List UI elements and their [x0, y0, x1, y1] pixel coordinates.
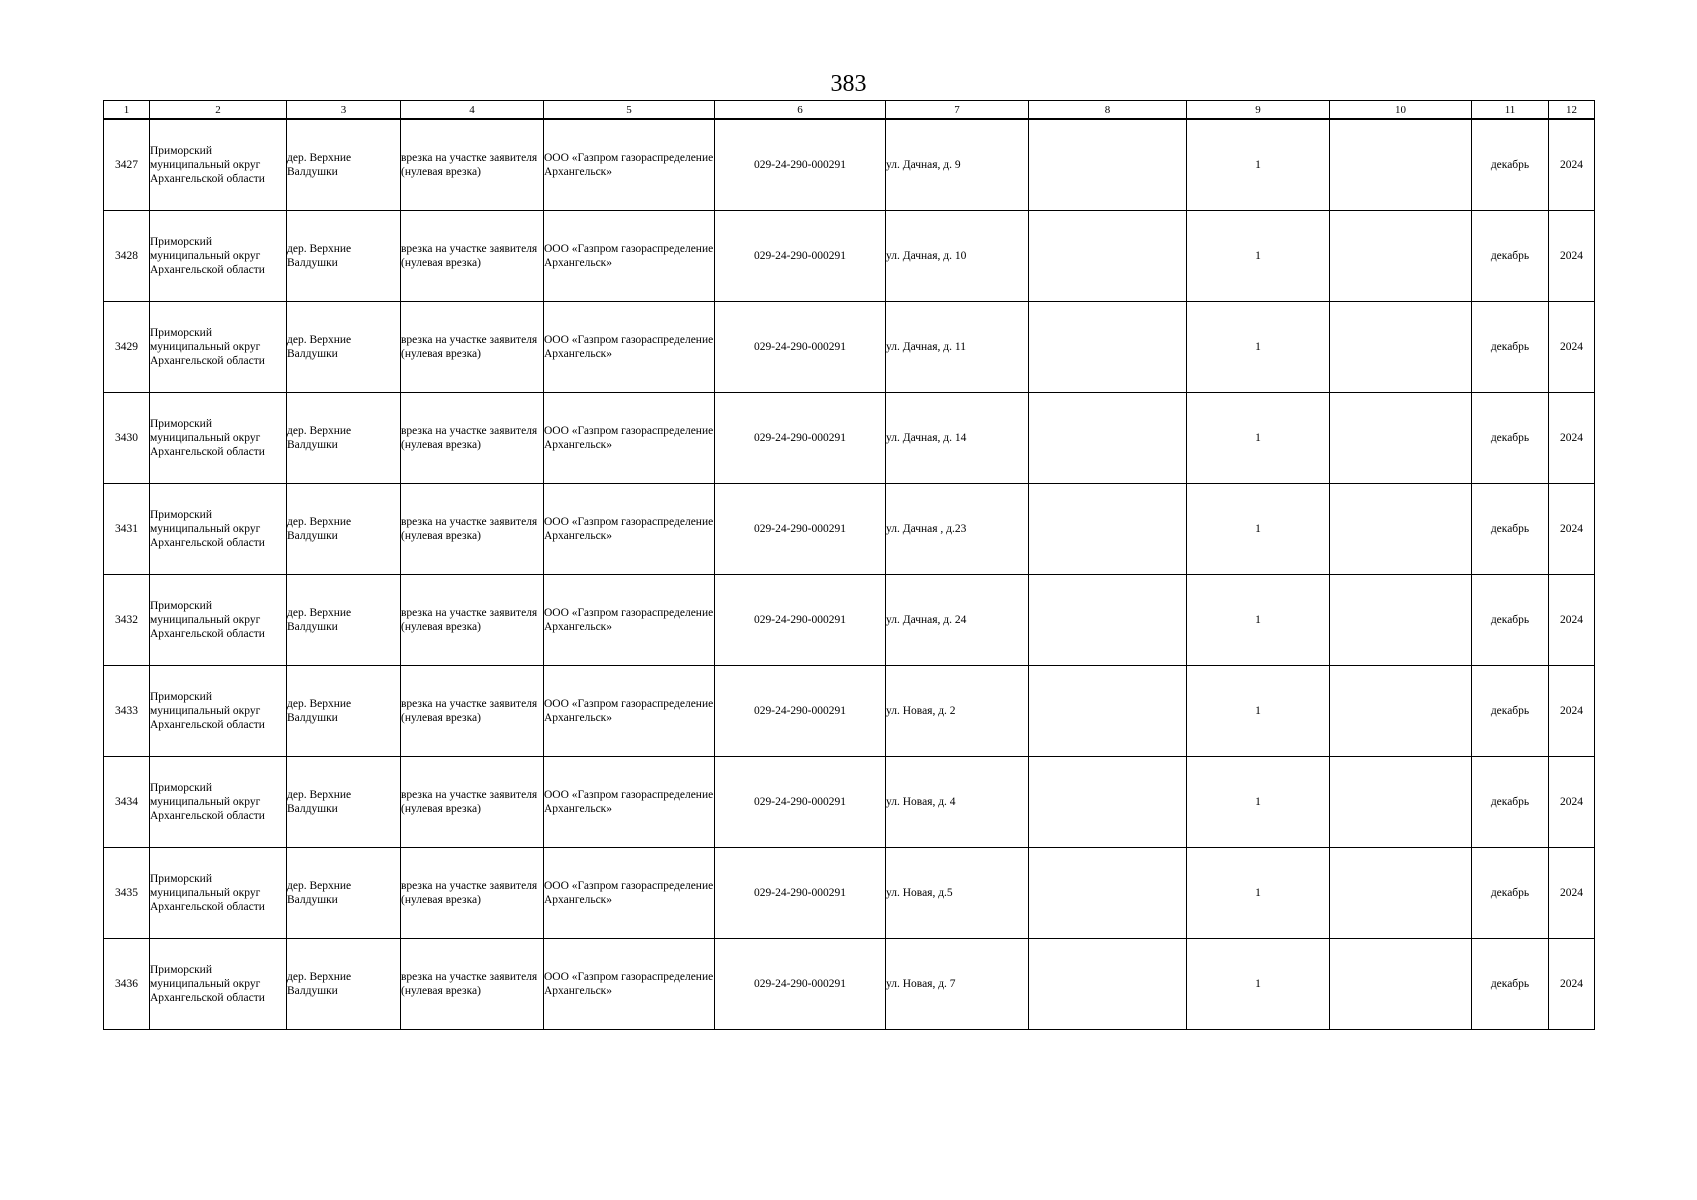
cell-row-number: 3436	[104, 938, 150, 1029]
cell-quantity: 1	[1187, 756, 1330, 847]
cell-connection-type: врезка на участке заявителя (нулевая врезка)	[401, 938, 544, 1029]
header-row	[104, 101, 1595, 120]
cell-municipality: Приморский муниципальный округ Архангельской области	[150, 301, 287, 392]
cell-column-8	[1029, 847, 1187, 938]
table-body	[104, 119, 1595, 1029]
column-header-5: 5	[544, 101, 715, 120]
cell-connection-type: врезка на участке заявителя (нулевая врезка)	[401, 574, 544, 665]
column-header-11: 11	[1472, 101, 1549, 120]
cell-quantity: 1	[1187, 938, 1330, 1029]
cell-connection-type: врезка на участке заявителя (нулевая врезка)	[401, 756, 544, 847]
cell-year: 2024	[1549, 756, 1595, 847]
table-row	[104, 392, 1595, 483]
cell-column-10	[1330, 301, 1472, 392]
cell-address: ул. Дачная, д. 14	[886, 392, 1029, 483]
table-row	[104, 938, 1595, 1029]
cell-month: декабрь	[1472, 574, 1549, 665]
cell-address: ул. Дачная, д. 24	[886, 574, 1029, 665]
cell-code: 029-24-290-000291	[715, 756, 886, 847]
cell-year: 2024	[1549, 574, 1595, 665]
cell-row-number: 3428	[104, 210, 150, 301]
cell-address: ул. Дачная, д. 9	[886, 119, 1029, 210]
cell-gas-operator: ООО «Газпром газораспределение Архангельск»	[544, 119, 715, 210]
cell-year: 2024	[1549, 301, 1595, 392]
cell-year: 2024	[1549, 847, 1595, 938]
cell-month: декабрь	[1472, 483, 1549, 574]
cell-quantity: 1	[1187, 392, 1330, 483]
table-row	[104, 574, 1595, 665]
cell-settlement: дер. Верхние Валдушки	[287, 483, 401, 574]
cell-municipality: Приморский муниципальный округ Архангельской области	[150, 756, 287, 847]
cell-gas-operator: ООО «Газпром газораспределение Архангельск»	[544, 210, 715, 301]
table-row	[104, 847, 1595, 938]
cell-municipality: Приморский муниципальный округ Архангельской области	[150, 119, 287, 210]
column-header-1: 1	[104, 101, 150, 120]
page-number: 383	[830, 71, 867, 97]
cell-column-10	[1330, 574, 1472, 665]
column-header-6: 6	[715, 101, 886, 120]
cell-month: декабрь	[1472, 756, 1549, 847]
cell-settlement: дер. Верхние Валдушки	[287, 574, 401, 665]
cell-year: 2024	[1549, 210, 1595, 301]
cell-code: 029-24-290-000291	[715, 301, 886, 392]
cell-quantity: 1	[1187, 574, 1330, 665]
cell-month: декабрь	[1472, 119, 1549, 210]
cell-gas-operator: ООО «Газпром газораспределение Архангельск»	[544, 847, 715, 938]
cell-connection-type: врезка на участке заявителя (нулевая врезка)	[401, 210, 544, 301]
cell-settlement: дер. Верхние Валдушки	[287, 938, 401, 1029]
cell-column-10	[1330, 392, 1472, 483]
table-row	[104, 301, 1595, 392]
cell-code: 029-24-290-000291	[715, 119, 886, 210]
cell-column-8	[1029, 938, 1187, 1029]
cell-column-8	[1029, 665, 1187, 756]
cell-municipality: Приморский муниципальный округ Архангельской области	[150, 392, 287, 483]
cell-quantity: 1	[1187, 301, 1330, 392]
column-header-9: 9	[1187, 101, 1330, 120]
cell-settlement: дер. Верхние Валдушки	[287, 392, 401, 483]
cell-column-10	[1330, 483, 1472, 574]
cell-column-10	[1330, 847, 1472, 938]
cell-municipality: Приморский муниципальный округ Архангельской области	[150, 665, 287, 756]
cell-connection-type: врезка на участке заявителя (нулевая врезка)	[401, 301, 544, 392]
cell-row-number: 3435	[104, 847, 150, 938]
cell-quantity: 1	[1187, 119, 1330, 210]
column-number-header	[104, 101, 1595, 120]
cell-column-8	[1029, 210, 1187, 301]
cell-row-number: 3434	[104, 756, 150, 847]
cell-gas-operator: ООО «Газпром газораспределение Архангельск»	[544, 392, 715, 483]
cell-month: декабрь	[1472, 392, 1549, 483]
cell-settlement: дер. Верхние Валдушки	[287, 665, 401, 756]
cell-gas-operator: ООО «Газпром газораспределение Архангельск»	[544, 574, 715, 665]
table-row	[104, 119, 1595, 210]
cell-column-10	[1330, 938, 1472, 1029]
cell-code: 029-24-290-000291	[715, 938, 886, 1029]
cell-column-10	[1330, 119, 1472, 210]
cell-settlement: дер. Верхние Валдушки	[287, 210, 401, 301]
column-header-3: 3	[287, 101, 401, 120]
cell-address: ул. Новая, д. 4	[886, 756, 1029, 847]
cell-gas-operator: ООО «Газпром газораспределение Архангельск»	[544, 301, 715, 392]
cell-address: ул. Новая, д. 2	[886, 665, 1029, 756]
cell-settlement: дер. Верхние Валдушки	[287, 301, 401, 392]
cell-quantity: 1	[1187, 665, 1330, 756]
cell-municipality: Приморский муниципальный округ Архангельской области	[150, 210, 287, 301]
cell-year: 2024	[1549, 392, 1595, 483]
cell-month: декабрь	[1472, 665, 1549, 756]
cell-settlement: дер. Верхние Валдушки	[287, 119, 401, 210]
cell-column-8	[1029, 392, 1187, 483]
column-header-10: 10	[1330, 101, 1472, 120]
cell-code: 029-24-290-000291	[715, 847, 886, 938]
cell-gas-operator: ООО «Газпром газораспределение Архангельск»	[544, 483, 715, 574]
cell-code: 029-24-290-000291	[715, 574, 886, 665]
cell-year: 2024	[1549, 938, 1595, 1029]
cell-month: декабрь	[1472, 938, 1549, 1029]
table-row	[104, 665, 1595, 756]
cell-column-8	[1029, 756, 1187, 847]
cell-row-number: 3432	[104, 574, 150, 665]
cell-code: 029-24-290-000291	[715, 665, 886, 756]
cell-settlement: дер. Верхние Валдушки	[287, 756, 401, 847]
cell-quantity: 1	[1187, 847, 1330, 938]
table-row	[104, 483, 1595, 574]
registry-table	[103, 100, 1595, 1030]
cell-row-number: 3427	[104, 119, 150, 210]
cell-quantity: 1	[1187, 210, 1330, 301]
cell-address: ул. Дачная, д. 10	[886, 210, 1029, 301]
cell-gas-operator: ООО «Газпром газораспределение Архангельск»	[544, 665, 715, 756]
cell-month: декабрь	[1472, 847, 1549, 938]
cell-settlement: дер. Верхние Валдушки	[287, 847, 401, 938]
cell-column-8	[1029, 301, 1187, 392]
cell-address: ул. Новая, д.5	[886, 847, 1029, 938]
cell-column-10	[1330, 665, 1472, 756]
cell-municipality: Приморский муниципальный округ Архангельской области	[150, 847, 287, 938]
cell-row-number: 3430	[104, 392, 150, 483]
cell-code: 029-24-290-000291	[715, 483, 886, 574]
cell-municipality: Приморский муниципальный округ Архангельской области	[150, 483, 287, 574]
cell-row-number: 3429	[104, 301, 150, 392]
cell-gas-operator: ООО «Газпром газораспределение Архангельск»	[544, 938, 715, 1029]
cell-municipality: Приморский муниципальный округ Архангельской области	[150, 938, 287, 1029]
cell-month: декабрь	[1472, 210, 1549, 301]
cell-code: 029-24-290-000291	[715, 210, 886, 301]
column-header-12: 12	[1549, 101, 1595, 120]
cell-column-8	[1029, 119, 1187, 210]
table-row	[104, 756, 1595, 847]
cell-connection-type: врезка на участке заявителя (нулевая врезка)	[401, 119, 544, 210]
cell-month: декабрь	[1472, 301, 1549, 392]
cell-gas-operator: ООО «Газпром газораспределение Архангельск»	[544, 756, 715, 847]
cell-municipality: Приморский муниципальный округ Архангельской области	[150, 574, 287, 665]
cell-connection-type: врезка на участке заявителя (нулевая врезка)	[401, 392, 544, 483]
cell-connection-type: врезка на участке заявителя (нулевая врезка)	[401, 847, 544, 938]
column-header-2: 2	[150, 101, 287, 120]
cell-row-number: 3431	[104, 483, 150, 574]
cell-row-number: 3433	[104, 665, 150, 756]
cell-address: ул. Дачная, д. 11	[886, 301, 1029, 392]
cell-year: 2024	[1549, 665, 1595, 756]
column-header-4: 4	[401, 101, 544, 120]
cell-year: 2024	[1549, 483, 1595, 574]
cell-address: ул. Новая, д. 7	[886, 938, 1029, 1029]
cell-code: 029-24-290-000291	[715, 392, 886, 483]
table-row	[104, 210, 1595, 301]
cell-address: ул. Дачная , д.23	[886, 483, 1029, 574]
cell-column-8	[1029, 483, 1187, 574]
cell-quantity: 1	[1187, 483, 1330, 574]
column-header-7: 7	[886, 101, 1029, 120]
cell-connection-type: врезка на участке заявителя (нулевая врезка)	[401, 483, 544, 574]
cell-column-8	[1029, 574, 1187, 665]
cell-connection-type: врезка на участке заявителя (нулевая врезка)	[401, 665, 544, 756]
cell-year: 2024	[1549, 119, 1595, 210]
cell-column-10	[1330, 756, 1472, 847]
column-header-8: 8	[1029, 101, 1187, 120]
cell-column-10	[1330, 210, 1472, 301]
